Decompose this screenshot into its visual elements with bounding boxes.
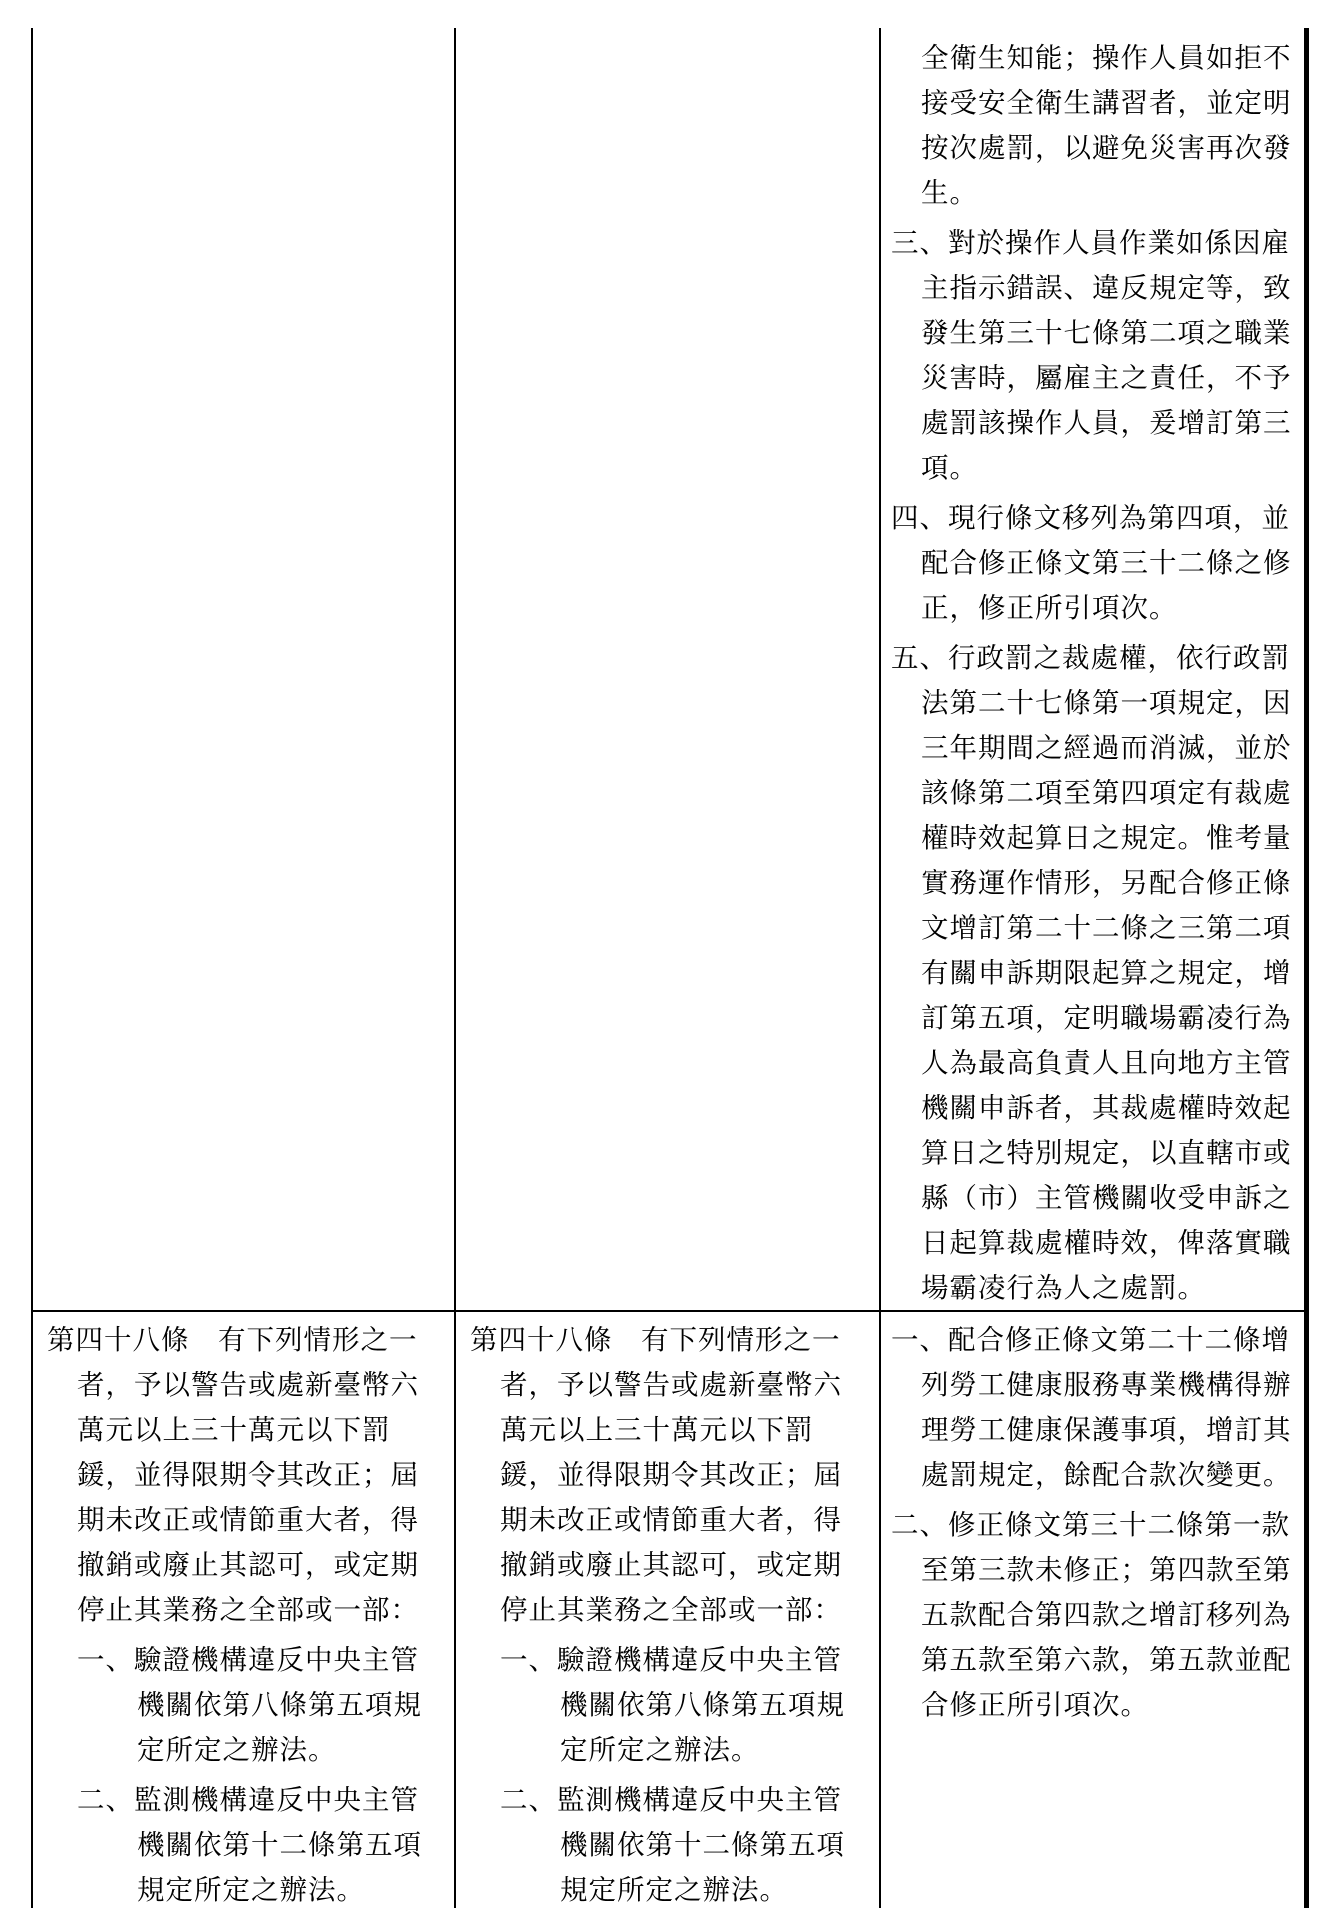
explanation-bottom-item-1: 一、配合修正條文第二十二條增列勞工健康服務專業機構得辦理勞工健康保護事項，增訂其處罰規定，餘配合款次變更。	[891, 1324, 1292, 1491]
explanation-item-2-continuation: 全衛生知能；操作人員如拒不接受安全衛生講習者，並定明按次處罰，以避免災害再次發生。	[921, 42, 1292, 209]
amended-article-intro: 第四十八條 有下列情形之一者，予以警告或處新臺幣六萬元以上三十萬元以下罰鍰，並得限期令其改正；屆期未改正或情節重大者，得撤銷或廢止其認可，或定期停止其業務之全部或一部：	[47, 1324, 419, 1626]
explanation-item-5: 五、行政罰之裁處權，依行政罰法第二十七條第一項規定，因三年期間之經過而消滅，並於該條第二項至第四項定有裁處權時效起算日之規定。惟考量實務運作情形，另配合修正條文增訂第二十二條之三第二項有關申訴期限起算之規定，增訂第五項，定明職場霸凌行為人為最高負責人且向地方主管機關申訴者，其裁處權時效起算日之特別規定，以直轄市或縣（市）主管機關收受申訴之日起算裁處權時效，俾落實職場霸凌行為人之處罰。	[891, 642, 1292, 1304]
current-article-cell	[456, 1312, 879, 1913]
current-article-intro: 第四十八條 有下列情形之一者，予以警告或處新臺幣六萬元以上三十萬元以下罰鍰，並得限期令其改正；屆期未改正或情節重大者，得撤銷或廢止其認可，或定期停止其業務之全部或一部：	[470, 1324, 842, 1626]
comparison-table	[31, 28, 1309, 1908]
current-subitem-2: 二、監測機構違反中央主管機關依第十二條第五項規定所定之辦法。	[500, 1784, 845, 1906]
table-border-right	[1304, 28, 1309, 1908]
explanation-item-4: 四、現行條文移列為第四項，並配合修正條文第三十二條之修正，修正所引項次。	[891, 502, 1292, 624]
explanation-cell	[881, 1312, 1304, 1728]
amended-subitem-2: 二、監測機構違反中央主管機關依第十二條第五項規定所定之辦法。	[77, 1784, 422, 1906]
amended-subitem-1: 一、驗證機構違反中央主管機關依第八條第五項規定所定之辦法。	[77, 1644, 422, 1766]
top-right-cell	[881, 28, 1304, 1311]
explanation-bottom-item-2: 二、修正條文第三十二條第一款至第三款未修正；第四款至第五款配合第四款之增訂移列為第五款至第六款，第五款並配合修正所引項次。	[891, 1509, 1292, 1721]
explanation-item-3: 三、對於操作人員作業如係因雇主指示錯誤、違反規定等，致發生第三十七條第二項之職業災害時，屬雇主之責任，不予處罰該操作人員，爰增訂第三項。	[891, 227, 1292, 484]
amended-article-cell	[33, 1312, 454, 1913]
current-subitem-1: 一、驗證機構違反中央主管機關依第八條第五項規定所定之辦法。	[500, 1644, 845, 1766]
